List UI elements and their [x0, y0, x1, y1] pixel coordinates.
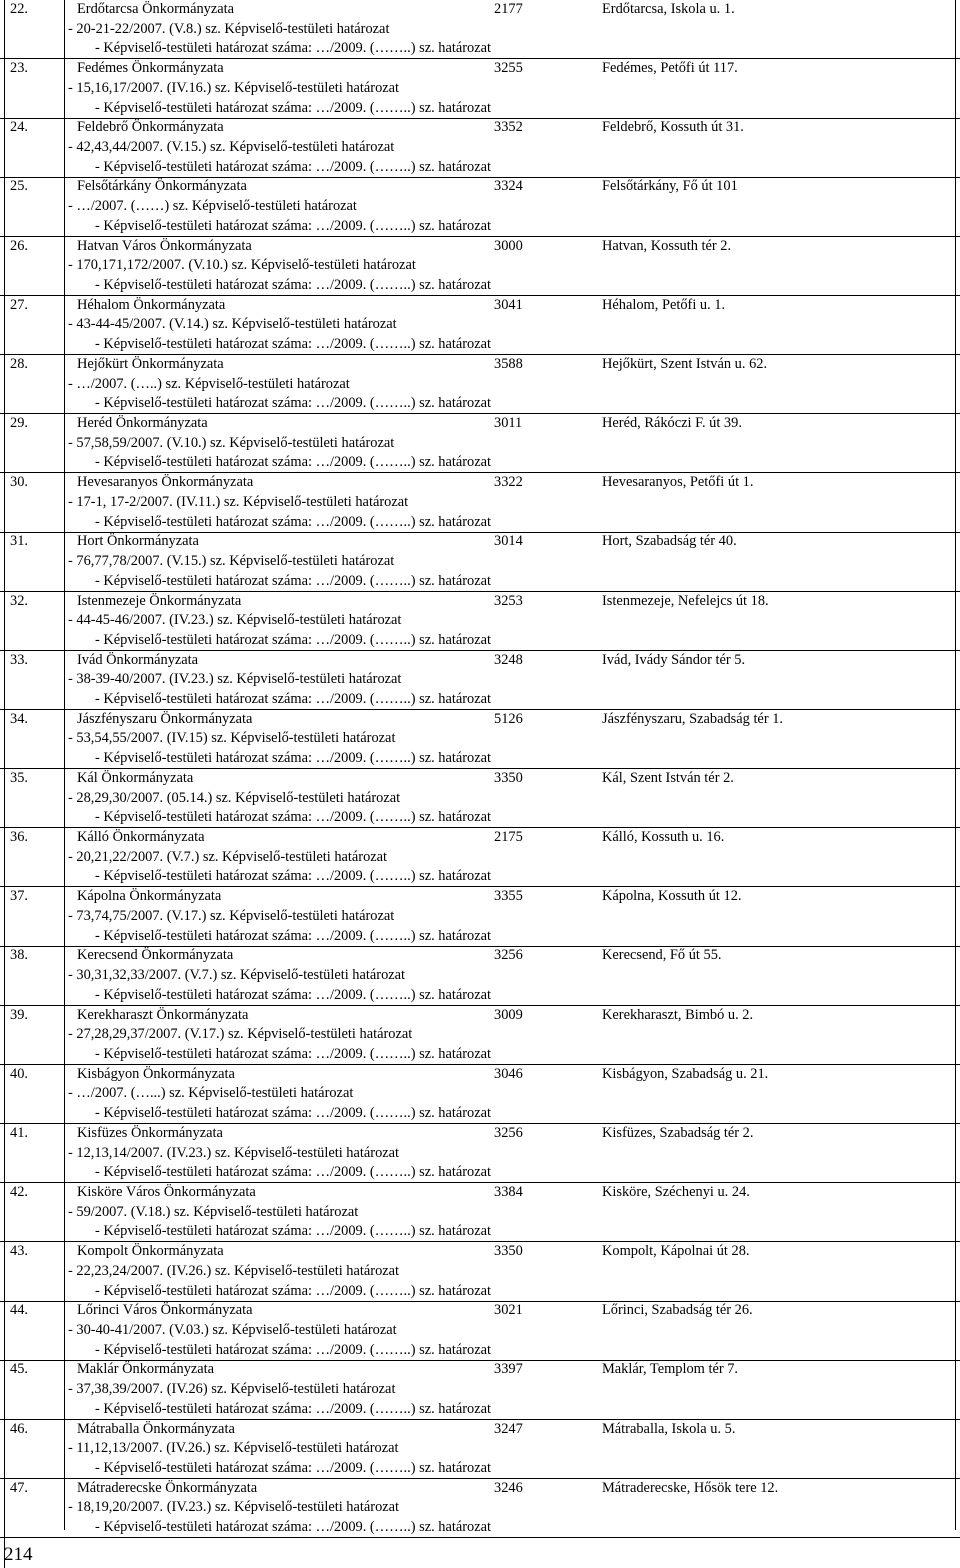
- address: Heréd, Rákóczi F. út 39.: [602, 415, 742, 432]
- resolution-reference: - 18,19,20/2007. (IV.23.) sz. Képviselő-testületi határozat: [68, 1499, 400, 1516]
- resolution-number-line: [0, 927, 960, 947]
- resolution-reference: - 76,77,78/2007. (V.15.) sz. Képviselő-testületi határozat: [68, 553, 395, 570]
- entry-header-line: [0, 1242, 960, 1262]
- postal-code: 3384: [494, 1184, 523, 1200]
- resolution-line: [0, 375, 960, 395]
- municipality-name: Kálló Önkormányzata: [77, 829, 205, 846]
- resolution-number: - Képviselő-testületi határozat száma: …/2009. (……..) sz. határozat: [95, 40, 492, 57]
- resolution-reference: - 53,54,55/2007. (IV.15) sz. Képviselő-testületi határozat: [68, 730, 396, 747]
- municipality-name: Mátraderecske Önkormányzata: [77, 1479, 258, 1496]
- municipality-name: Fedémes Önkormányzata: [77, 60, 224, 77]
- entry-header-line: [0, 59, 960, 79]
- address: Kisköre, Széchenyi u. 24.: [602, 1184, 750, 1200]
- table-row: [0, 296, 960, 355]
- resolution-reference: - 43-44-45/2007. (V.14.) sz. Képviselő-testületi határozat: [68, 316, 397, 333]
- address: Mátraballa, Iskola u. 5.: [602, 1420, 736, 1437]
- resolution-line: [0, 315, 960, 335]
- table-row: [0, 1183, 960, 1242]
- resolution-number-line: [0, 99, 960, 119]
- entry-header-line: [0, 296, 960, 316]
- resolution-number: - Képviselő-testületi határozat száma: …/2009. (……..) sz. határozat: [95, 1164, 492, 1181]
- address: Kál, Szent István tér 2.: [602, 769, 734, 786]
- table-row: [0, 59, 960, 118]
- table-row: [0, 1420, 960, 1479]
- municipality-name: Kisköre Város Önkormányzata: [77, 1184, 256, 1200]
- resolution-line: [0, 79, 960, 99]
- entry-number: 24.: [10, 119, 28, 136]
- resolution-line: [0, 1203, 960, 1223]
- postal-code: 2177: [494, 1, 523, 17]
- resolution-number: - Képviselő-testületi határozat száma: …/2009. (……..) sz. határozat: [95, 691, 492, 708]
- resolution-reference: - …/2007. (…..) sz. Képviselő-testületi határozat: [68, 375, 350, 392]
- resolution-number: - Képviselő-testületi határozat száma: …/2009. (……..) sz. határozat: [95, 750, 492, 767]
- entry-header-line: [0, 946, 960, 966]
- resolution-number-line: [0, 867, 960, 887]
- entry-number: 31.: [10, 533, 28, 550]
- resolution-number-line: [0, 1163, 960, 1183]
- municipality-name: Kisfüzes Önkormányzata: [77, 1124, 223, 1141]
- entry-header-line: [0, 1124, 960, 1144]
- municipality-name: Lőrinci Város Önkormányzata: [77, 1302, 253, 1319]
- entry-header-line: [0, 1360, 960, 1380]
- resolution-number-line: [0, 690, 960, 710]
- resolution-number-line: [0, 335, 960, 355]
- municipality-name: Kisbágyon Önkormányzata: [77, 1065, 235, 1082]
- resolution-line: [0, 256, 960, 276]
- entry-number: 35.: [10, 769, 28, 786]
- address: Hatvan, Kossuth tér 2.: [602, 237, 732, 254]
- resolution-number: - Képviselő-testületi határozat száma: …/2009. (……..) sz. határozat: [95, 986, 492, 1003]
- entry-header-line: [0, 710, 960, 730]
- entry-header-line: [0, 1479, 960, 1499]
- table-row: [0, 887, 960, 946]
- entry-header-line: [0, 1301, 960, 1321]
- resolution-line: [0, 1084, 960, 1104]
- entry-number: 33.: [10, 651, 28, 668]
- entry-number: 23.: [10, 60, 28, 77]
- resolution-number-line: [0, 1282, 960, 1302]
- municipality-name: Hort Önkormányzata: [77, 533, 199, 550]
- municipality-name: Kompolt Önkormányzata: [77, 1243, 224, 1260]
- address: Fedémes, Petőfi út 117.: [602, 60, 738, 77]
- resolution-line: [0, 966, 960, 986]
- postal-code: 3350: [494, 769, 523, 786]
- entry-header-line: [0, 887, 960, 907]
- entry-header-line: [0, 1065, 960, 1085]
- resolution-reference: - 27,28,29,37/2007. (V.17.) sz. Képviselő-testületi határozat: [68, 1026, 413, 1043]
- resolution-line: [0, 789, 960, 809]
- resolution-number: - Képviselő-testületi határozat száma: …/2009. (……..) sz. határozat: [95, 1341, 492, 1358]
- municipality-name: Feldebrő Önkormányzata: [77, 119, 224, 136]
- resolution-number-line: [0, 158, 960, 178]
- resolution-number-line: [0, 572, 960, 592]
- resolution-number: - Képviselő-testületi határozat száma: …/2009. (……..) sz. határozat: [95, 631, 492, 648]
- resolution-reference: - 30,31,32,33/2007. (V.7.) sz. Képviselő-testületi határozat: [68, 967, 406, 984]
- entry-header-line: [0, 592, 960, 612]
- resolution-number-line: [0, 1518, 960, 1538]
- municipality-name: Ivád Önkormányzata: [77, 651, 199, 668]
- municipality-name: Kál Önkormányzata: [77, 769, 194, 786]
- address: Maklár, Templom tér 7.: [602, 1361, 739, 1378]
- address: Ivád, Ivády Sándor tér 5.: [602, 651, 746, 668]
- municipality-name: Kerekharaszt Önkormányzata: [77, 1006, 249, 1023]
- entry-number: 39.: [10, 1006, 28, 1023]
- municipality-name: Felsőtárkány Önkormányzata: [77, 178, 247, 195]
- entry-header-line: [0, 769, 960, 789]
- resolution-reference: - 57,58,59/2007. (V.10.) sz. Képviselő-testületi határozat: [68, 434, 395, 451]
- resolution-number: - Képviselő-testületi határozat száma: …/2009. (……..) sz. határozat: [95, 217, 492, 234]
- resolution-number-line: [0, 1400, 960, 1420]
- resolution-line: [0, 1321, 960, 1341]
- postal-code: 3014: [494, 533, 523, 550]
- entry-header-line: [0, 651, 960, 671]
- resolution-number-line: [0, 1459, 960, 1479]
- table-row: [0, 1301, 960, 1360]
- address: Feldebrő, Kossuth út 31.: [602, 119, 744, 136]
- entry-number: 30.: [10, 474, 28, 491]
- entry-header-line: [0, 828, 960, 848]
- table-row: [0, 118, 960, 177]
- postal-code: 3256: [494, 947, 523, 964]
- resolution-reference: - 15,16,17/2007. (IV.16.) sz. Képviselő-testületi határozat: [68, 79, 400, 96]
- postal-code: 3041: [494, 296, 523, 313]
- address: Hejőkürt, Szent István u. 62.: [602, 355, 768, 372]
- entry-number: 27.: [10, 296, 28, 313]
- postal-code: 3011: [494, 415, 523, 432]
- entry-number: 34.: [10, 710, 28, 727]
- resolution-reference: - 22,23,24/2007. (IV.26.) sz. Képviselő-testületi határozat: [68, 1262, 400, 1279]
- entry-number: 45.: [10, 1361, 28, 1378]
- municipality-name: Héhalom Önkormányzata: [77, 296, 226, 313]
- resolution-number: - Képviselő-testületi határozat száma: …/2009. (……..) sz. határozat: [95, 276, 492, 293]
- page-number: 214: [4, 1544, 33, 1565]
- postal-code: 3350: [494, 1243, 523, 1260]
- postal-code: 3324: [494, 178, 523, 195]
- resolution-number-line: [0, 749, 960, 769]
- table-row: [0, 828, 960, 887]
- resolution-number-line: [0, 631, 960, 651]
- resolution-number: - Képviselő-testületi határozat száma: …/2009. (……..) sz. határozat: [95, 1045, 492, 1062]
- entry-number: 26.: [10, 237, 28, 254]
- entry-header-line: [0, 1183, 960, 1203]
- table-row: [0, 355, 960, 414]
- entry-header-line: [0, 414, 960, 434]
- municipality-name: Jászfényszaru Önkormányzata: [77, 710, 253, 727]
- entry-header-line: [0, 1420, 960, 1440]
- municipality-name: Hatvan Város Önkormányzata: [77, 237, 252, 254]
- resolution-number-line: [0, 276, 960, 296]
- resolution-number-line: [0, 217, 960, 237]
- resolution-line: [0, 729, 960, 749]
- municipality-name: Erdőtarcsa Önkormányzata: [77, 1, 235, 17]
- resolution-number-line: [0, 1104, 960, 1124]
- address: Hort, Szabadság tér 40.: [602, 533, 737, 550]
- resolution-reference: - …/2007. (……) sz. Képviselő-testületi határozat: [68, 198, 357, 215]
- postal-code: 3021: [494, 1302, 523, 1319]
- postal-code: 5126: [494, 710, 523, 727]
- resolution-number: - Képviselő-testületi határozat száma: …/2009. (……..) sz. határozat: [95, 99, 492, 116]
- resolution-number-line: [0, 808, 960, 828]
- resolution-reference: - 30-40-41/2007. (V.03.) sz. Képviselő-testületi határozat: [68, 1321, 397, 1338]
- postal-code: 3246: [494, 1479, 523, 1496]
- resolution-line: [0, 493, 960, 513]
- resolution-line: [0, 434, 960, 454]
- table-row: [0, 710, 960, 769]
- postal-code: 2175: [494, 829, 523, 846]
- resolution-number-line: [0, 513, 960, 533]
- address: Kompolt, Kápolnai út 28.: [602, 1243, 750, 1260]
- resolution-reference: - 28,29,30/2007. (05.14.) sz. Képviselő-testületi határozat: [68, 789, 401, 806]
- entry-number: 38.: [10, 947, 28, 964]
- resolution-reference: - 73,74,75/2007. (V.17.) sz. Képviselő-testületi határozat: [68, 907, 395, 924]
- address: Héhalom, Petőfi u. 1.: [602, 296, 726, 313]
- resolution-number-line: [0, 1045, 960, 1065]
- municipality-name: Hevesaranyos Önkormányzata: [77, 474, 254, 491]
- entry-header-line: [0, 237, 960, 257]
- entry-header-line: [0, 177, 960, 197]
- entry-number: 46.: [10, 1420, 28, 1437]
- resolution-line: [0, 197, 960, 217]
- resolution-reference: - 20,21,22/2007. (V.7.) sz. Képviselő-testületi határozat: [68, 848, 388, 865]
- entry-number: 22.: [10, 1, 28, 17]
- resolution-number: - Képviselő-testületi határozat száma: …/2009. (……..) sz. határozat: [95, 809, 492, 826]
- entry-header-line: [0, 355, 960, 375]
- entry-number: 42.: [10, 1184, 28, 1200]
- municipality-name: Hejőkürt Önkormányzata: [77, 355, 224, 372]
- entry-number: 43.: [10, 1243, 28, 1260]
- entry-number: 47.: [10, 1479, 28, 1496]
- resolution-number: - Képviselő-testületi határozat száma: …/2009. (……..) sz. határozat: [95, 1282, 492, 1299]
- postal-code: 3352: [494, 119, 523, 136]
- address: Kerecsend, Fő út 55.: [602, 947, 722, 964]
- address: Kálló, Kossuth u. 16.: [602, 829, 725, 846]
- resolution-reference: - 170,171,172/2007. (V.10.) sz. Képviselő-testületi határozat: [68, 257, 416, 274]
- entry-number: 37.: [10, 888, 28, 905]
- entry-number: 32.: [10, 592, 28, 609]
- resolution-reference: - 11,12,13/2007. (IV.26.) sz. Képviselő-testületi határozat: [68, 1440, 399, 1457]
- entry-header-line: [0, 0, 960, 20]
- resolution-line: [0, 1380, 960, 1400]
- table-row: [0, 237, 960, 296]
- resolution-reference: - 37,38,39/2007. (IV.26) sz. Képviselő-testületi határozat: [68, 1381, 396, 1398]
- resolution-line: [0, 1025, 960, 1045]
- resolution-line: [0, 1262, 960, 1282]
- resolution-line: [0, 552, 960, 572]
- table-row: [0, 0, 960, 59]
- address: Mátraderecske, Hősök tere 12.: [602, 1479, 779, 1496]
- resolution-line: [0, 611, 960, 631]
- resolution-number: - Képviselő-testületi határozat száma: …/2009. (……..) sz. határozat: [95, 1105, 492, 1122]
- resolution-number: - Képviselő-testületi határozat száma: …/2009. (……..) sz. határozat: [95, 1400, 492, 1417]
- address: Jászfényszaru, Szabadság tér 1.: [602, 710, 784, 727]
- postal-code: 3046: [494, 1065, 523, 1082]
- resolution-reference: - …/2007. (…...) sz. Képviselő-testületi határozat: [68, 1085, 354, 1102]
- resolution-number: - Képviselő-testületi határozat száma: …/2009. (……..) sz. határozat: [95, 158, 492, 175]
- resolution-number-line: [0, 394, 960, 414]
- resolution-reference: - 38-39-40/2007. (IV.23.) sz. Képviselő-testületi határozat: [68, 671, 402, 688]
- resolution-number-line: [0, 986, 960, 1006]
- address: Kerekharaszt, Bimbó u. 2.: [602, 1006, 754, 1023]
- resolution-number: - Képviselő-testületi határozat száma: …/2009. (……..) sz. határozat: [95, 1519, 492, 1536]
- resolution-number-line: [0, 453, 960, 473]
- resolution-number: - Képviselő-testületi határozat száma: …/2009. (……..) sz. határozat: [95, 1459, 492, 1476]
- resolution-line: [0, 670, 960, 690]
- postal-code: 3256: [494, 1124, 523, 1141]
- entry-number: 40.: [10, 1065, 28, 1082]
- resolution-number: - Képviselő-testületi határozat száma: …/2009. (……..) sz. határozat: [95, 868, 492, 885]
- postal-code: 3397: [494, 1361, 523, 1378]
- resolution-reference: - 12,13,14/2007. (IV.23.) sz. Képviselő-testületi határozat: [68, 1144, 400, 1161]
- table-row: [0, 1006, 960, 1065]
- resolution-reference: - 59/2007. (V.18.) sz. Képviselő-testületi határozat: [68, 1203, 359, 1220]
- entry-number: 25.: [10, 178, 28, 195]
- resolution-reference: - 17-1, 17-2/2007. (IV.11.) sz. Képviselő-testületi határozat: [68, 493, 409, 510]
- table-row: [0, 769, 960, 828]
- postal-code: 3322: [494, 474, 523, 491]
- table-row: [0, 946, 960, 1005]
- table-row: [0, 473, 960, 532]
- table-row: [0, 651, 960, 710]
- municipality-name: Kápolna Önkormányzata: [77, 888, 222, 905]
- resolution-number: - Képviselő-testületi határozat száma: …/2009. (……..) sz. határozat: [95, 927, 492, 944]
- resolution-reference: - 20-21-22/2007. (V.8.) sz. Képviselő-testületi határozat: [68, 20, 390, 37]
- entry-number: 44.: [10, 1302, 28, 1319]
- table-row: [0, 1242, 960, 1301]
- table-row: [0, 1479, 960, 1538]
- postal-code: 3253: [494, 592, 523, 609]
- postal-code: 3247: [494, 1420, 523, 1437]
- address: Felsőtárkány, Fő út 101: [602, 178, 738, 195]
- postal-code: 3248: [494, 651, 523, 668]
- resolution-number: - Képviselő-testületi határozat száma: …/2009. (……..) sz. határozat: [95, 336, 492, 353]
- resolution-number-line: [0, 39, 960, 59]
- municipality-name: Mátraballa Önkormányzata: [77, 1420, 235, 1437]
- postal-code: 3355: [494, 888, 523, 905]
- address: Kisbágyon, Szabadság u. 21.: [602, 1065, 769, 1082]
- table-row: [0, 1124, 960, 1183]
- entry-header-line: [0, 532, 960, 552]
- resolution-reference: - 42,43,44/2007. (V.15.) sz. Képviselő-testületi határozat: [68, 138, 395, 155]
- table-row: [0, 177, 960, 236]
- entry-number: 36.: [10, 829, 28, 846]
- resolution-number: - Képviselő-testületi határozat száma: …/2009. (……..) sz. határozat: [95, 513, 492, 530]
- resolution-number: - Képviselő-testületi határozat száma: …/2009. (……..) sz. határozat: [95, 454, 492, 471]
- resolution-number: - Képviselő-testületi határozat száma: …/2009. (……..) sz. határozat: [95, 395, 492, 412]
- resolution-line: [0, 20, 960, 40]
- municipality-name: Maklár Önkormányzata: [77, 1361, 215, 1378]
- resolution-line: [0, 1439, 960, 1459]
- address: Kápolna, Kossuth út 12.: [602, 888, 742, 905]
- resolution-line: [0, 138, 960, 158]
- entry-header-line: [0, 473, 960, 493]
- table-row: [0, 414, 960, 473]
- resolution-line: [0, 907, 960, 927]
- address: Lőrinci, Szabadság tér 26.: [602, 1302, 753, 1319]
- resolution-line: [0, 1498, 960, 1518]
- table-row: [0, 592, 960, 651]
- municipality-name: Kerecsend Önkormányzata: [77, 947, 234, 964]
- postal-code: 3255: [494, 60, 523, 77]
- entry-number: 28.: [10, 355, 28, 372]
- entry-number: 29.: [10, 415, 28, 432]
- postal-code: 3588: [494, 355, 523, 372]
- address: Istenmezeje, Nefelejcs út 18.: [602, 592, 769, 609]
- entry-header-line: [0, 1006, 960, 1026]
- resolution-number: - Képviselő-testületi határozat száma: …/2009. (……..) sz. határozat: [95, 1223, 492, 1240]
- postal-code: 3009: [494, 1006, 523, 1023]
- resolution-number-line: [0, 1222, 960, 1242]
- entry-number: 41.: [10, 1124, 28, 1141]
- postal-code: 3000: [494, 237, 523, 254]
- municipality-name: Istenmezeje Önkormányzata: [77, 592, 242, 609]
- entry-header-line: [0, 118, 960, 138]
- municipality-name: Heréd Önkormányzata: [77, 415, 208, 432]
- table-row: [0, 532, 960, 591]
- resolution-reference: - 44-45-46/2007. (IV.23.) sz. Képviselő-testületi határozat: [68, 612, 402, 629]
- resolution-number-line: [0, 1341, 960, 1361]
- address: Kisfüzes, Szabadság tér 2.: [602, 1124, 754, 1141]
- address: Erdőtarcsa, Iskola u. 1.: [602, 1, 735, 17]
- resolution-line: [0, 848, 960, 868]
- address: Hevesaranyos, Petőfi út 1.: [602, 474, 754, 491]
- table-row: [0, 1065, 960, 1124]
- table-row: [0, 1360, 960, 1419]
- resolution-number: - Képviselő-testületi határozat száma: …/2009. (……..) sz. határozat: [95, 572, 492, 589]
- resolution-line: [0, 1144, 960, 1164]
